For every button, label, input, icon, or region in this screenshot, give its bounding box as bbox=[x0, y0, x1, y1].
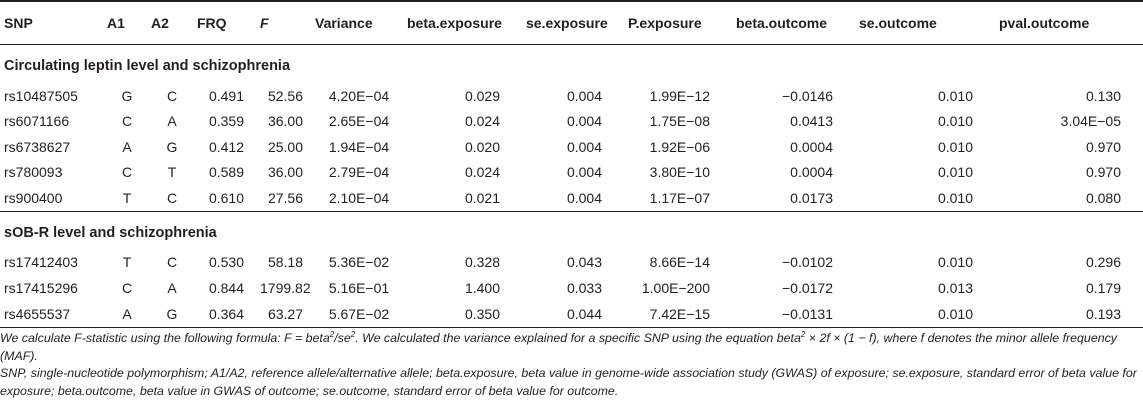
table-cell: G bbox=[147, 301, 193, 328]
table-cell: 0.0413 bbox=[790, 113, 833, 130]
table-cell: 8.66E−14 bbox=[649, 254, 710, 271]
table-cell: 0.004 bbox=[566, 87, 602, 104]
table-cell: C bbox=[121, 164, 133, 181]
table-cell: 0.080 bbox=[1085, 189, 1121, 206]
table-cell: G bbox=[166, 138, 178, 155]
table-cell: 5.67E−02 bbox=[311, 301, 403, 328]
table-cell: 0.844 bbox=[208, 279, 245, 296]
table-cell: 0.010 bbox=[937, 113, 973, 130]
table-cell: 0.491 bbox=[208, 87, 245, 104]
table-cell: 0.044 bbox=[522, 301, 624, 328]
table-cell: 7.42E−15 bbox=[624, 301, 732, 328]
table-cell: −0.0131 bbox=[732, 301, 855, 328]
table-cell: 0.033 bbox=[566, 279, 602, 296]
table-cell: 0.350 bbox=[403, 301, 522, 328]
table-cell: 36.00 bbox=[267, 113, 303, 130]
table-cell: 52.56 bbox=[267, 87, 303, 104]
table-cell: −0.0102 bbox=[782, 254, 833, 271]
table-cell: C bbox=[121, 279, 133, 296]
table-cell: 0.970 bbox=[1085, 138, 1121, 155]
section-title: sOB-R level and schizophrenia bbox=[0, 211, 1143, 250]
footnote-formula: We calculate F-statistic using the following formula: $F = beta^2/se^2$. We calculated the variance explained for a specific SNP using the equation beta$^2$ × 2f × (1 − f), where f denotes the minor allele frequency (MAF). bbox=[0, 330, 1117, 363]
header-row bbox=[0, 1, 1143, 45]
table-row bbox=[0, 301, 1143, 328]
table-footnotes bbox=[0, 330, 1141, 400]
table-cell: rs6071166 bbox=[4, 113, 70, 130]
table-cell: C bbox=[166, 87, 178, 104]
table-cell: 5.36E−02 bbox=[328, 254, 390, 271]
table-cell: 0.024 bbox=[464, 113, 500, 130]
table-cell: G bbox=[121, 87, 133, 104]
table-row bbox=[0, 185, 1143, 211]
table-cell: 0.296 bbox=[1085, 254, 1121, 271]
table-cell: 0.021 bbox=[464, 189, 500, 206]
table-cell: 0.589 bbox=[208, 164, 245, 181]
table-cell: A bbox=[103, 301, 147, 328]
table-cell: 1799.82 bbox=[260, 279, 311, 296]
table-cell: 0.359 bbox=[208, 113, 245, 130]
table-cell: 63.27 bbox=[256, 301, 311, 328]
table-cell: rs17415296 bbox=[4, 279, 78, 296]
table-cell: 0.010 bbox=[937, 87, 973, 104]
table-cell: rs780093 bbox=[4, 164, 63, 181]
table-cell: 1.94E−04 bbox=[328, 138, 390, 155]
table-cell: rs900400 bbox=[4, 189, 63, 206]
table-cell: 1.400 bbox=[464, 279, 500, 296]
column-header: se.outcome bbox=[855, 1, 995, 45]
section-row bbox=[0, 45, 1143, 84]
table-cell: 0.043 bbox=[566, 254, 602, 271]
table-cell: 0.010 bbox=[937, 254, 973, 271]
table-cell: 0.010 bbox=[937, 189, 973, 206]
table-cell: T bbox=[167, 164, 177, 181]
table-cell: 2.65E−04 bbox=[328, 113, 390, 130]
table-body bbox=[0, 45, 1143, 328]
table-row bbox=[0, 275, 1143, 301]
table-cell: 0.179 bbox=[1085, 279, 1121, 296]
table-cell: 0.530 bbox=[208, 254, 245, 271]
table-cell: 0.004 bbox=[566, 189, 602, 206]
column-header: SNP bbox=[0, 1, 103, 45]
table-cell: 0.024 bbox=[464, 164, 500, 181]
table-row bbox=[0, 134, 1143, 160]
table-cell: rs4655537 bbox=[0, 301, 103, 328]
table-row bbox=[0, 250, 1143, 276]
table-cell: C bbox=[166, 189, 178, 206]
table-cell: 0.328 bbox=[464, 254, 500, 271]
table-cell: 1.92E−06 bbox=[649, 138, 710, 155]
table-cell: 0.970 bbox=[1085, 164, 1121, 181]
footnote-abbreviations: SNP, single-nucleotide polymorphism; A1/A2, reference allele/alternative allele; beta.exposure, beta value in genome-wide association study (GWAS) of exposure; se.exposure, standard error of beta value for exposure; beta.outcome, beta value in GWAS of outcome; se.outcome, standard error of beta value for outcome. bbox=[0, 366, 1137, 398]
table-cell: 0.0004 bbox=[790, 138, 833, 155]
column-header: beta.exposure bbox=[403, 1, 522, 45]
table-cell: 0.364 bbox=[193, 301, 256, 328]
table-cell: 0.004 bbox=[566, 164, 602, 181]
column-header: FRQ bbox=[193, 1, 256, 45]
table-cell: rs17412403 bbox=[4, 254, 78, 271]
table-row bbox=[0, 83, 1143, 109]
table-cell: 2.79E−04 bbox=[328, 164, 390, 181]
table-cell: 3.80E−10 bbox=[649, 164, 710, 181]
table-cell: 25.00 bbox=[267, 138, 303, 155]
table-cell: 0.004 bbox=[566, 113, 602, 130]
column-header: F bbox=[256, 1, 311, 45]
column-header: A1 bbox=[103, 1, 147, 45]
section-title: Circulating leptin level and schizophrenia bbox=[4, 58, 291, 74]
table-cell: A bbox=[167, 113, 177, 130]
table-cell: 58.18 bbox=[267, 254, 303, 271]
table-row bbox=[0, 160, 1143, 186]
table-cell: rs6738627 bbox=[4, 138, 71, 155]
table-cell: 3.04E−05 bbox=[1060, 113, 1121, 130]
table-cell: 0.010 bbox=[937, 164, 973, 181]
column-header: Variance bbox=[311, 1, 403, 45]
table-cell: C bbox=[166, 254, 178, 271]
section-row bbox=[0, 211, 1143, 250]
table-cell: 1.75E−08 bbox=[649, 113, 710, 130]
table-cell: T bbox=[122, 189, 132, 206]
table-cell: 0.0173 bbox=[790, 189, 833, 206]
table-cell: 0.0004 bbox=[790, 164, 833, 181]
table-cell: C bbox=[121, 113, 133, 130]
table-cell: 1.99E−12 bbox=[649, 87, 710, 104]
table-cell: 0.412 bbox=[208, 138, 245, 155]
table-cell: 0.004 bbox=[566, 138, 602, 155]
table-cell: 0.029 bbox=[464, 87, 500, 104]
table-cell: 0.010 bbox=[855, 301, 995, 328]
table-cell: 0.610 bbox=[208, 189, 245, 206]
table-cell: T bbox=[122, 254, 132, 271]
table-cell: 1.17E−07 bbox=[649, 189, 710, 206]
column-header: A2 bbox=[147, 1, 193, 45]
table-cell: A bbox=[167, 279, 177, 296]
table-cell: A bbox=[122, 138, 132, 155]
column-header: beta.outcome bbox=[732, 1, 855, 45]
table-cell: 0.130 bbox=[1085, 87, 1121, 104]
column-header: P.exposure bbox=[624, 1, 732, 45]
table-cell: 0.010 bbox=[937, 138, 973, 155]
table-cell: 2.10E−04 bbox=[328, 189, 390, 206]
table-cell: 0.013 bbox=[937, 279, 973, 296]
column-header: se.exposure bbox=[522, 1, 624, 45]
table-cell: rs10487505 bbox=[4, 87, 78, 104]
table-cell: −0.0172 bbox=[782, 279, 833, 296]
table-cell: 5.16E−01 bbox=[328, 279, 390, 296]
column-header: pval.outcome bbox=[995, 1, 1143, 45]
table-cell: 0.020 bbox=[464, 138, 500, 155]
table-cell: 4.20E−04 bbox=[328, 87, 390, 104]
table-cell: 1.00E−200 bbox=[641, 279, 710, 296]
table-cell: 0.193 bbox=[995, 301, 1143, 328]
table-row bbox=[0, 109, 1143, 135]
table-cell: 27.56 bbox=[267, 189, 303, 206]
table-cell: 36.00 bbox=[267, 164, 303, 181]
table-cell: −0.0146 bbox=[782, 87, 833, 104]
